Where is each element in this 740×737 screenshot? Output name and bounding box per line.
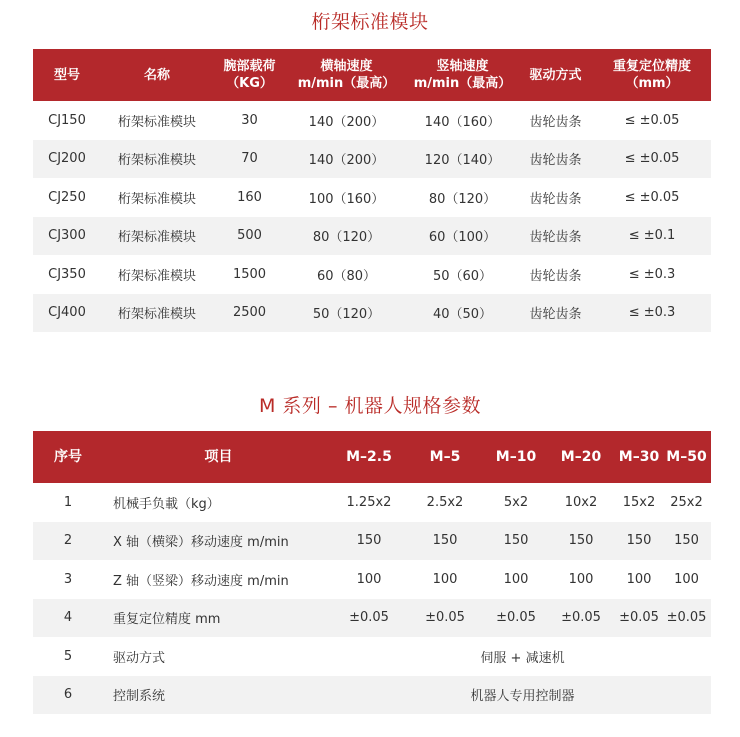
cell-name: 桁架标准模块	[101, 140, 213, 179]
table-row	[33, 294, 711, 333]
table-row	[33, 522, 711, 561]
cell-value: 100	[404, 560, 486, 599]
cell-value: 5x2	[486, 483, 546, 522]
gantry-module-title: 桁架标准模块	[311, 11, 429, 33]
cell-z-speed: 120（140）	[407, 140, 518, 179]
cell-x-speed: 50（120）	[286, 294, 407, 333]
cell-z-speed: 60（100）	[407, 217, 518, 256]
table-row	[33, 178, 711, 217]
header-z-speed: 竖轴速度 m/min（最高）	[407, 49, 518, 101]
gantry-module-spec-table	[33, 49, 711, 332]
cell-value: ±0.05	[486, 599, 546, 638]
cell-precision: ≤ ±0.05	[593, 178, 711, 217]
header-m-20: M–20	[546, 431, 616, 483]
cell-model: CJ300	[33, 217, 101, 256]
cell-model: CJ350	[33, 255, 101, 294]
cell-load: 160	[213, 178, 286, 217]
table-row	[33, 637, 711, 676]
cell-name: 桁架标准模块	[101, 178, 213, 217]
cell-drive: 齿轮齿条	[518, 217, 593, 256]
cell-value: ±0.05	[404, 599, 486, 638]
header-item: 项目	[103, 431, 334, 483]
table-row	[33, 483, 711, 522]
cell-no: 4	[33, 599, 103, 638]
cell-model: CJ150	[33, 101, 101, 140]
cell-item: 驱动方式	[103, 637, 334, 676]
m-series-spec-table	[33, 431, 711, 714]
cell-value: 100	[546, 560, 616, 599]
cell-item: 机械手负載（kg）	[103, 483, 334, 522]
cell-value: 15x2	[616, 483, 662, 522]
header-name: 名称	[101, 49, 213, 101]
cell-z-speed: 40（50）	[407, 294, 518, 333]
cell-no: 6	[33, 676, 103, 715]
cell-value: 10x2	[546, 483, 616, 522]
header-x-speed: 横轴速度 m/min（最高）	[286, 49, 407, 101]
cell-value: 100	[486, 560, 546, 599]
cell-value: ±0.05	[334, 599, 404, 638]
table-row	[33, 255, 711, 294]
cell-value: 100	[616, 560, 662, 599]
cell-value: ±0.05	[662, 599, 711, 638]
cell-load: 70	[213, 140, 286, 179]
cell-no: 3	[33, 560, 103, 599]
cell-model: CJ400	[33, 294, 101, 333]
table-row	[33, 676, 711, 715]
cell-drive: 齿轮齿条	[518, 140, 593, 179]
cell-load: 2500	[213, 294, 286, 333]
table-row	[33, 217, 711, 256]
header-no: 序号	[33, 431, 103, 483]
cell-load: 30	[213, 101, 286, 140]
cell-drive: 齿轮齿条	[518, 294, 593, 333]
cell-span-value: 伺服 + 减速机	[334, 637, 711, 676]
header-m-2-5: M–2.5	[334, 431, 404, 483]
header-precision: 重复定位精度 （mm）	[593, 49, 711, 101]
cell-value: 150	[662, 522, 711, 561]
cell-precision: ≤ ±0.1	[593, 217, 711, 256]
cell-item: X 轴（横梁）移动速度 m/min	[103, 522, 334, 561]
cell-item: Z 轴（竖梁）移动速度 m/min	[103, 560, 334, 599]
cell-x-speed: 140（200）	[286, 101, 407, 140]
table-header-row	[33, 431, 711, 483]
cell-value: 150	[404, 522, 486, 561]
cell-value: ±0.05	[616, 599, 662, 638]
cell-no: 2	[33, 522, 103, 561]
cell-value: ±0.05	[546, 599, 616, 638]
m-series-title: M 系列 – 机器人规格参数	[258, 395, 481, 417]
table-row	[33, 560, 711, 599]
cell-value: 100	[334, 560, 404, 599]
cell-span-value: 机器人专用控制器	[334, 676, 711, 715]
cell-item: 控制系统	[103, 676, 334, 715]
cell-z-speed: 80（120）	[407, 178, 518, 217]
header-m-10: M–10	[486, 431, 546, 483]
cell-value: 100	[662, 560, 711, 599]
header-m-30: M–30	[616, 431, 662, 483]
header-wrist-load: 腕部载荷 （KG）	[213, 49, 286, 101]
cell-value: 2.5x2	[404, 483, 486, 522]
table-row	[33, 140, 711, 179]
cell-precision: ≤ ±0.3	[593, 255, 711, 294]
cell-load: 500	[213, 217, 286, 256]
header-m-50: M–50	[662, 431, 711, 483]
header-model: 型号	[33, 49, 101, 101]
cell-name: 桁架标准模块	[101, 294, 213, 333]
cell-value: 150	[616, 522, 662, 561]
cell-value: 150	[334, 522, 404, 561]
header-drive: 驱动方式	[518, 49, 593, 101]
cell-no: 1	[33, 483, 103, 522]
cell-value: 1.25x2	[334, 483, 404, 522]
header-m-5: M–5	[404, 431, 486, 483]
cell-name: 桁架标准模块	[101, 101, 213, 140]
cell-drive: 齿轮齿条	[518, 101, 593, 140]
cell-drive: 齿轮齿条	[518, 178, 593, 217]
cell-z-speed: 50（60）	[407, 255, 518, 294]
cell-no: 5	[33, 637, 103, 676]
cell-x-speed: 140（200）	[286, 140, 407, 179]
cell-value: 150	[546, 522, 616, 561]
cell-z-speed: 140（160）	[407, 101, 518, 140]
cell-value: 25x2	[662, 483, 711, 522]
cell-x-speed: 60（80）	[286, 255, 407, 294]
cell-precision: ≤ ±0.05	[593, 101, 711, 140]
cell-precision: ≤ ±0.05	[593, 140, 711, 179]
cell-name: 桁架标准模块	[101, 255, 213, 294]
cell-load: 1500	[213, 255, 286, 294]
cell-value: 150	[486, 522, 546, 561]
table-row	[33, 599, 711, 638]
cell-model: CJ250	[33, 178, 101, 217]
cell-model: CJ200	[33, 140, 101, 179]
cell-item: 重复定位精度 mm	[103, 599, 334, 638]
cell-precision: ≤ ±0.3	[593, 294, 711, 333]
cell-drive: 齿轮齿条	[518, 255, 593, 294]
table-header-row	[33, 49, 711, 101]
table-row	[33, 101, 711, 140]
cell-name: 桁架标准模块	[101, 217, 213, 256]
cell-x-speed: 100（160）	[286, 178, 407, 217]
cell-x-speed: 80（120）	[286, 217, 407, 256]
